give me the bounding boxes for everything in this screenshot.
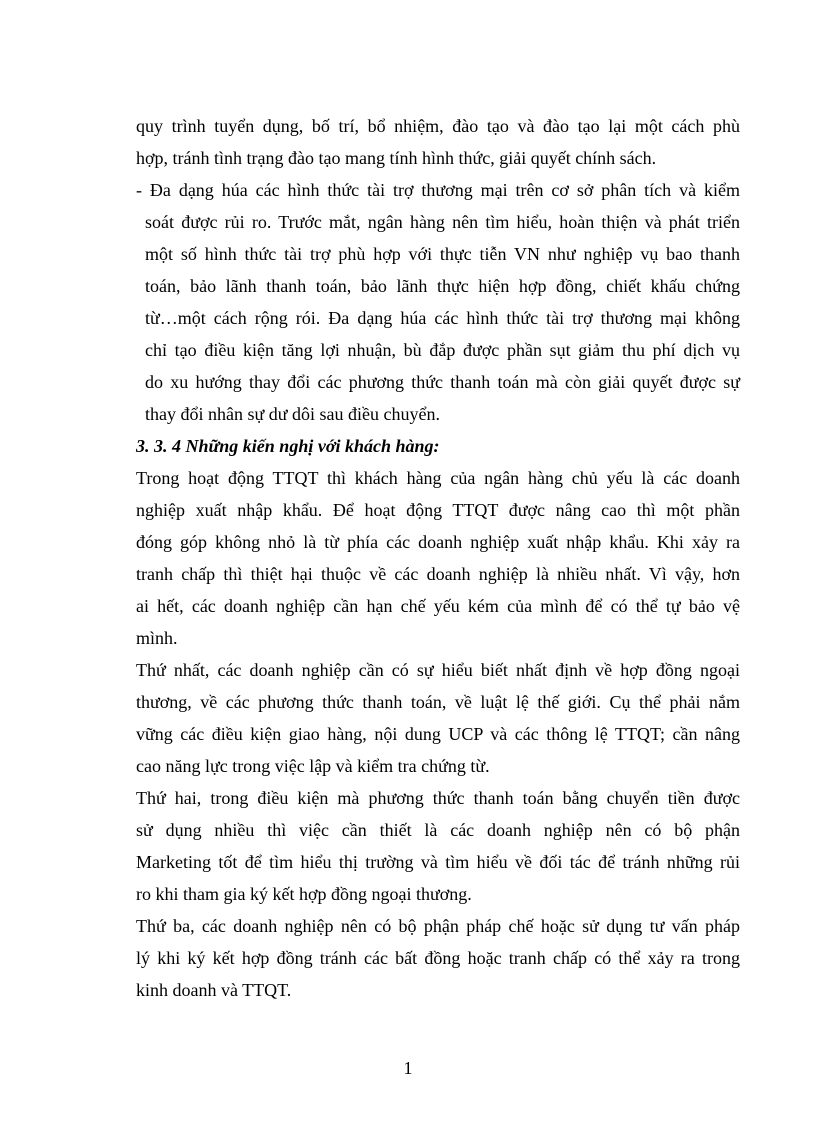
text-line: lý khi ký kết hợp đồng tránh các bất đồng hoặc tranh chấp có thể xảy ra trong xyxy=(136,948,740,968)
text-line: chỉ tạo điều kiện tăng lợi nhuận, bù đắp được phần sụt giảm thu phí dịch vụ xyxy=(145,340,740,360)
text-line: mình. xyxy=(136,628,178,648)
text-line: đóng góp không nhỏ là từ phía các doanh nghiệp xuất nhập khẩu. Khi xảy ra xyxy=(136,532,740,552)
text-line: do xu hướng thay đổi các phương thức thanh toán mà còn giải quyết được sự xyxy=(145,372,740,392)
text-line: một số hình thức tài trợ phù hợp với thực tiễn VN như nghiệp vụ bao thanh xyxy=(145,244,740,264)
text-line: Thứ nhất, các doanh nghiệp cần có sự hiểu biết nhất định về hợp đồng ngoại xyxy=(136,660,740,680)
page-number: 1 xyxy=(403,1058,413,1078)
section-heading: 3. 3. 4 Những kiến nghị với khách hàng: xyxy=(136,436,440,456)
text-line: Trong hoạt động TTQT thì khách hàng của ngân hàng chủ yếu là các doanh xyxy=(136,468,740,488)
text-line: - Đa dạng húa các hình thức tài trợ thương mại trên cơ sở phân tích và kiểm xyxy=(136,180,740,200)
text-line: Thứ hai, trong điều kiện mà phương thức thanh toán bằng chuyển tiền được xyxy=(136,788,740,808)
text-line: Thứ ba, các doanh nghiệp nên có bộ phận pháp chế hoặc sử dụng tư vấn pháp xyxy=(136,916,740,936)
text-line: thay đổi nhân sự dư dôi sau điều chuyển. xyxy=(145,404,440,424)
text-line: vững các điều kiện giao hàng, nội dung UCP và các thông lệ TTQT; cần nâng xyxy=(136,724,740,744)
text-line: cao năng lực trong việc lập và kiểm tra chứng từ. xyxy=(136,756,490,776)
text-line: tranh chấp thì thiệt hại thuộc về các doanh nghiệp là nhiều nhất. Vì vậy, hơn xyxy=(136,564,740,584)
text-line: quy trình tuyển dụng, bố trí, bổ nhiệm, đào tạo và đào tạo lại một cách phù xyxy=(136,116,740,136)
text-line: hợp, tránh tình trạng đào tạo mang tính hình thức, giải quyết chính sách. xyxy=(136,148,657,168)
text-line: toán, bảo lãnh thanh toán, bảo lãnh thực hiện hợp đồng, chiết khấu chứng xyxy=(145,276,740,296)
text-line: nghiệp xuất nhập khẩu. Để hoạt động TTQT được nâng cao thì một phần xyxy=(136,500,740,520)
text-line: từ…một cách rộng rói. Đa dạng húa các hình thức tài trợ thương mại không xyxy=(145,308,740,328)
text-line: sử dụng nhiều thì việc cần thiết là các doanh nghiệp nên có bộ phận xyxy=(136,820,740,840)
text-line: thương, về các phương thức thanh toán, về luật lệ thế giới. Cụ thể phải nắm xyxy=(136,692,740,712)
text-line: Marketing tốt để tìm hiểu thị trường và tìm hiểu về đối tác để tránh những rủi xyxy=(136,852,740,872)
text-line: ro khi tham gia ký kết hợp đồng ngoại thương. xyxy=(136,884,472,904)
text-line: ai hết, các doanh nghiệp cần hạn chế yếu kém của mình để có thể tự bảo vệ xyxy=(136,596,740,616)
text-line: kinh doanh và TTQT. xyxy=(136,980,292,1000)
text-line: soát được rủi ro. Trước mắt, ngân hàng nên tìm hiểu, hoàn thiện và phát triển xyxy=(145,212,740,232)
